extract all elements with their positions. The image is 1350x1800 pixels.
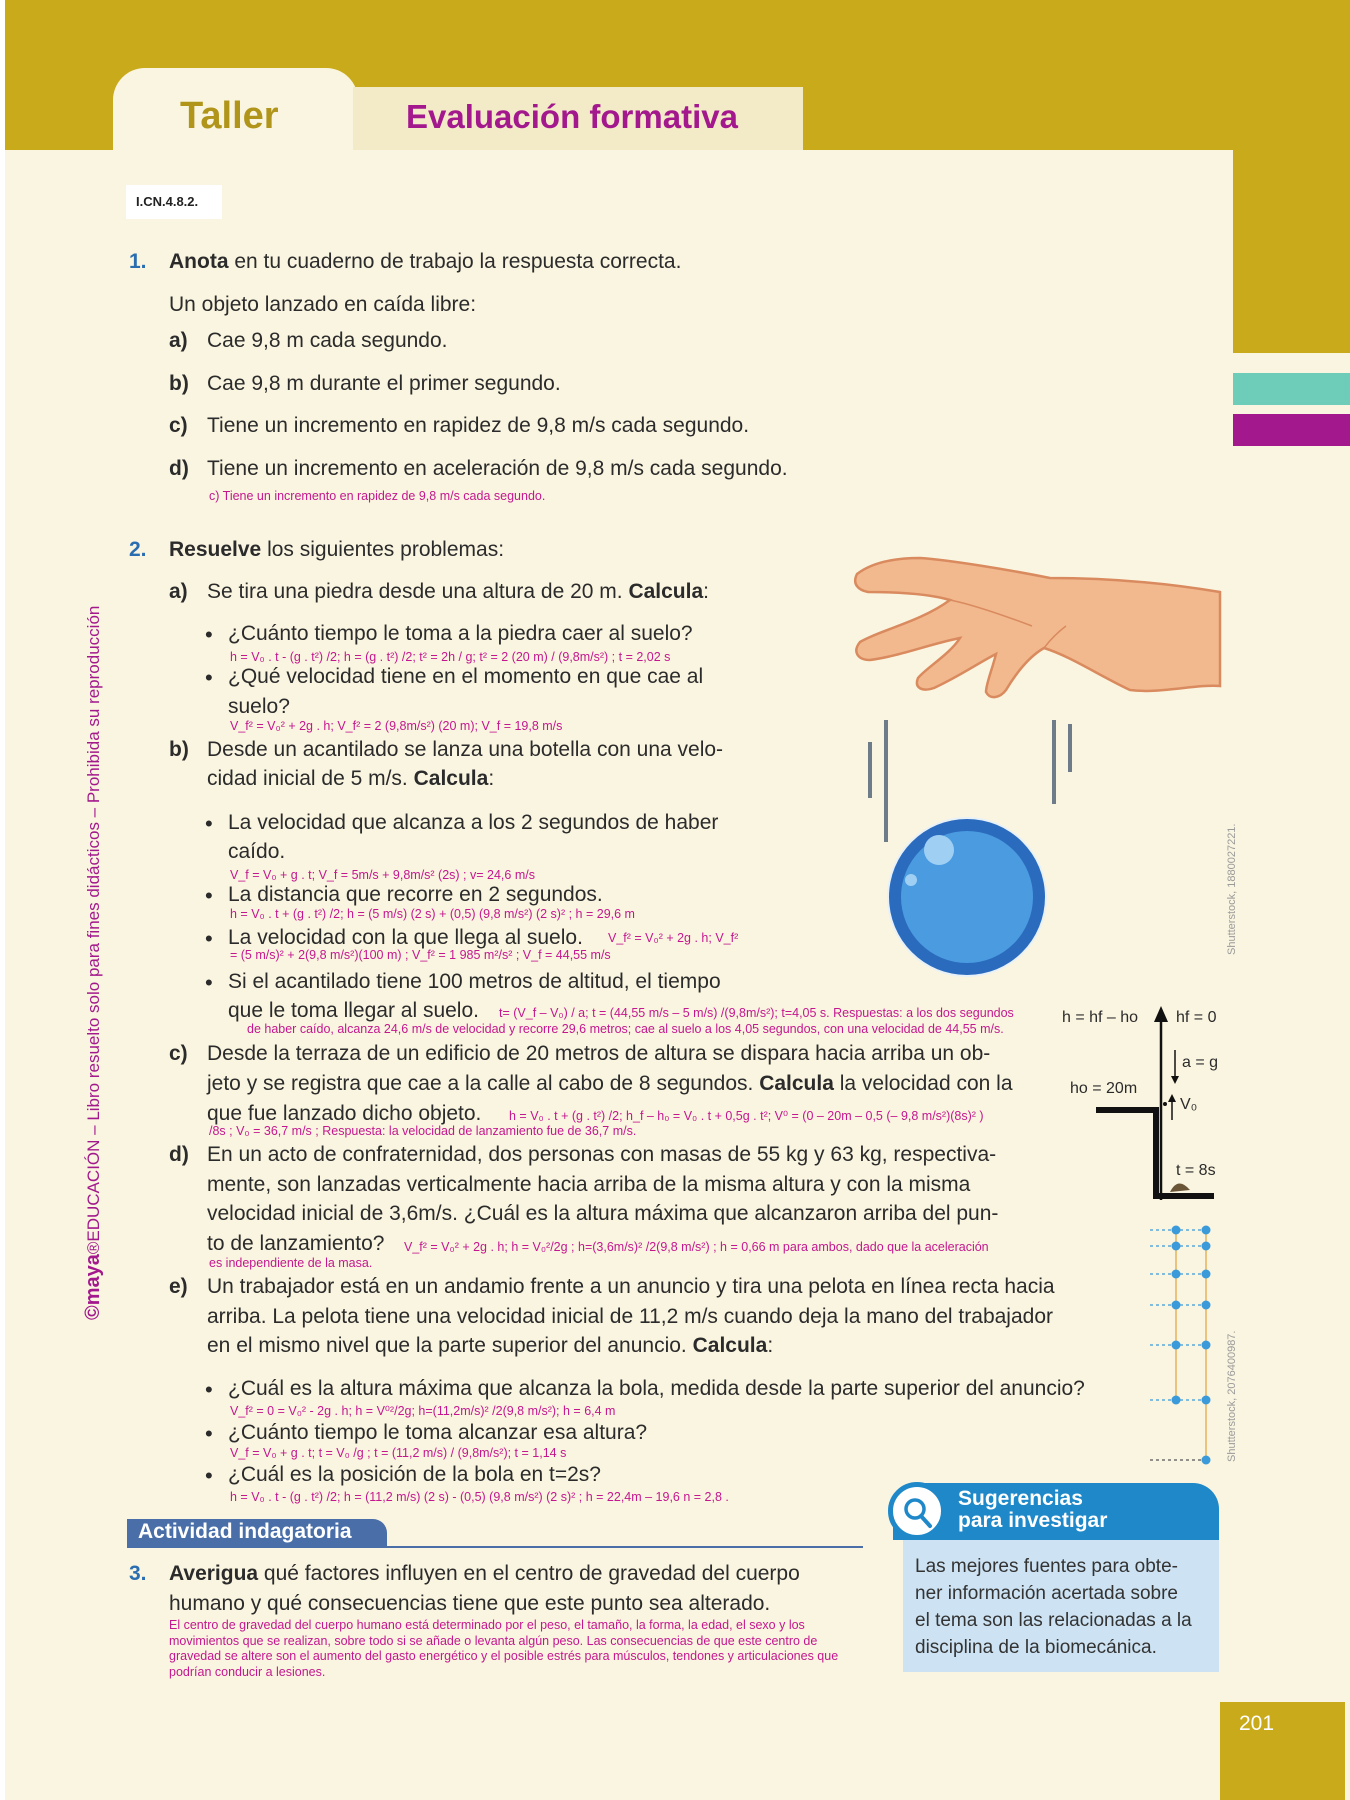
q2c-answer-b: /8s ; V₀ = 36,7 m/s ; Respuesta: la velocidad de lanzamiento fue de 36,7 m/s. (209, 1124, 637, 1138)
q1-verb: Anota (169, 250, 229, 273)
bullet: • (205, 970, 213, 995)
q2e-calcula: Calcula (692, 1334, 768, 1357)
q2b-question-4-line2: que le toma llegar al suelo. (228, 999, 479, 1022)
q2-text: los siguientes problemas: (261, 538, 505, 561)
q1-intro: Un objeto lanzado en caída libre: (169, 293, 477, 316)
indagatoria-rule (127, 1546, 863, 1548)
q2d-answer-b: es independiente de la masa. (209, 1256, 373, 1270)
q1-option-letter: c) (169, 414, 188, 437)
q1-option-letter: b) (169, 372, 189, 395)
indagatoria-title: Actividad indagatoria (138, 1520, 352, 1543)
q3-number: 3. (129, 1562, 147, 1585)
magenta-tab (1233, 414, 1350, 446)
q1-option-text: Tiene un incremento en rapidez de 9,8 m/s cada segundo. (207, 414, 750, 437)
copyright-sidebar (82, 606, 105, 1320)
ground-rock (1170, 1183, 1190, 1192)
hand-illustration (855, 558, 1220, 697)
q2c-statement-end: la velocidad con la (833, 1072, 1013, 1095)
q2-verb: Resuelve (169, 538, 262, 561)
evaluation-title: Evaluación formativa (406, 98, 738, 135)
ball-highlight (924, 835, 954, 865)
diagram-hf: hf = 0 (1176, 1009, 1217, 1026)
diagram-a-equation: a = g (1182, 1054, 1219, 1071)
q2a-text (207, 580, 709, 604)
page-number: 201 (1239, 1712, 1275, 1735)
q2a-answer-1: h = V₀ . t - (g . t²) /2; h = (g . t²) /2; t² = 2h / g; t² = 2 (20 m) / (9,8m/s²) ; t = 2,02 s (230, 650, 671, 664)
q2b-question-3: La velocidad con la que llega al suelo. (228, 926, 583, 949)
q2a-statement: Se tira una piedra desde una altura de 20 m. (207, 580, 629, 603)
q2c-answer-a: h = V₀ . t + (g . t²) /2; h_f – h₀ = V₀ . t + 0,5g . t²; V⁰ = (0 – 20m – 0,5 (– 9,8 m/s²)(8s)² ) (509, 1109, 984, 1123)
copyright-text: ®EDUCACIÓN – Libro resuelto solo para fines didácticos – Prohibida su reproducción (84, 605, 103, 1255)
diagram-h-equation: h = hf – ho (1062, 1009, 1139, 1026)
q2e-line2: arriba. La pelota tiene una velocidad inicial de 11,2 m/s cuando deja la mano del trabajador (207, 1305, 1053, 1328)
q2a-calcula: Calcula (628, 580, 704, 603)
q2e-colon: : (767, 1334, 774, 1357)
diagram-ho: ho = 20m (1070, 1080, 1138, 1097)
q1-option-text: Cae 9,8 m cada segundo. (207, 329, 448, 352)
q2b-answer-2: h = V₀ . t + (g . t²) /2; h = (5 m/s) (2 s) + (0,5) (9,8 m/s²) (2 s)² ; h = 29,6 m (230, 907, 635, 921)
q2e-question-1: ¿Cuál es la altura máxima que alcanza la bola, medida desde la parte superior del anuncio? (228, 1377, 1085, 1400)
q2b-question-2: La distancia que recorre en 2 segundos. (228, 883, 603, 906)
sugerencias-title-2: para investigar (958, 1509, 1108, 1532)
q2e-question-2: ¿Cuánto tiempo le toma alcanzar esa altura? (228, 1421, 648, 1444)
q2b-answer-3b: = (5 m/s)² + 2(9,8 m/s²)(100 m) ; V_f² = 1 985 m²/s² ; V_f = 44,55 m/s (230, 948, 611, 962)
q2a-colon: : (703, 580, 709, 603)
bullet: • (205, 1463, 213, 1488)
q2b-line2 (207, 767, 494, 791)
building (1096, 1110, 1214, 1196)
q3-verb: Averigua (169, 1562, 259, 1585)
q2b-answer-4a: t= (V_f – V₀) / a; t = (44,55 m/s – 5 m/s) /(9,8m/s²); t=4,05 s. Respuestas: a los dos segundos (499, 1006, 1014, 1020)
taller-title: Taller (180, 95, 279, 137)
q2e-line3 (207, 1334, 773, 1358)
hand-ball-illustration (800, 530, 1230, 980)
diagram-v0: V₀ (1180, 1096, 1198, 1113)
q2e-letter: e) (169, 1275, 188, 1298)
q2a-question-2-line2: suelo? (228, 695, 290, 718)
q1-option-text: Cae 9,8 m durante el primer segundo. (207, 372, 561, 395)
bullet: • (205, 665, 213, 690)
q1-option-letter: a) (169, 329, 188, 352)
q1-text: en tu cuaderno de trabajo la respuesta correcta. (228, 250, 682, 273)
brand-name: ©maya (82, 1254, 104, 1320)
q2e-line1: Un trabajador está en un andamio frente a un anuncio y tira una pelota en línea recta hacia (207, 1275, 1055, 1298)
photo-credit-ball: Shutterstock, 2076400987. (1226, 1330, 1238, 1462)
sugerencias-badge (888, 1482, 946, 1540)
q2e-answer-2: V_f = V₀ + g . t; t = V₀ /g ; t = (11,2 m/s) / (9,8m/s²); t = 1,14 s (230, 1446, 567, 1460)
q1-number: 1. (129, 250, 147, 273)
q1-prompt (169, 250, 681, 274)
q2b-statement: cidad inicial de 5 m/s. (207, 767, 414, 790)
q2e-answer-1: V_f² = 0 = V₀² - 2g . h; h = V⁰²/2g; h=(11,2m/s)² /2(9,8 m/s²); h = 6,4 m (230, 1404, 616, 1418)
q2b-question-1-line1: La velocidad que alcanza a los 2 segundos de haber (228, 811, 719, 834)
teal-tab (1233, 373, 1350, 405)
q2a-letter: a) (169, 580, 188, 603)
q2d-line1: En un acto de confraternidad, dos personas con masas de 55 kg y 63 kg, respectiva- (207, 1143, 997, 1166)
q2a-question-2-line1: ¿Qué velocidad tiene en el momento en que cae al (228, 665, 704, 688)
bullet: • (205, 926, 213, 951)
ball-positions (1172, 1226, 1211, 1465)
q2b-question-1-line2: caído. (228, 840, 286, 863)
q2b-calcula: Calcula (413, 767, 489, 790)
diagram-t: t = 8s (1176, 1162, 1216, 1179)
magnifier-icon (902, 1496, 934, 1528)
q2b-line1: Desde un acantilado se lanza una botella con una velo- (207, 738, 724, 761)
q2d-answer-a: V_f² = V₀² + 2g . h; h = V₀²/2g ; h=(3,6m/s)² /2(9,8 m/s²) ; h = 0,66 m para ambos, dado que la aceleración (404, 1240, 989, 1254)
sugerencias-line: ner información acertada sobre (915, 1583, 1178, 1604)
q3-text: qué factores influyen en el centro de gravedad del cuerpo (258, 1562, 800, 1585)
q1-option-text: Tiene un incremento en aceleración de 9,8 m/s cada segundo. (207, 457, 788, 480)
q2b-answer-1: V_f = V₀ + g . t; V_f = 5m/s + 9,8m/s² (2s) ; v= 24,6 m/s (230, 868, 535, 882)
q2d-letter: d) (169, 1143, 189, 1166)
curriculum-code: I.CN.4.8.2. (126, 185, 222, 219)
q2c-statement: jeto y se registra que cae a la calle al cabo de 8 segundos. (207, 1072, 760, 1095)
q2b-question-4-line1: Si el acantilado tiene 100 metros de altitud, el tiempo (228, 970, 721, 993)
sugerencias-line: Las mejores fuentes para obte- (915, 1556, 1178, 1577)
q3-line2: humano y qué consecuencias tiene que este punto sea alterado. (169, 1592, 771, 1615)
q2c-line1: Desde la terraza de un edificio de 20 metros de altura se dispara hacia arriba un ob- (207, 1042, 991, 1065)
photo-credit-hand: Shutterstock, 1880027221. (1226, 823, 1238, 955)
q2a-answer-2: V_f² = V₀² + 2g . h; V_f² = 2 (9,8m/s²) (20 m); V_f = 19,8 m/s (230, 719, 563, 733)
q2c-letter: c) (169, 1042, 188, 1065)
q2d-line3: velocidad inicial de 3,6m/s. ¿Cuál es la altura máxima que alcanzaron arriba del pun- (207, 1202, 999, 1225)
sugerencias-line: el tema son las relacionadas a la (915, 1610, 1192, 1631)
q2b-letter: b) (169, 738, 189, 761)
q2-prompt (169, 538, 504, 562)
q2b-answer-4b: de haber caído, alcanza 24,6 m/s de velocidad y recorre 29,6 metros; cae al suelo a los 4,05 segundos, con una velocidad de 44,55 m/s. (247, 1022, 1004, 1036)
sugerencias-title-1: Sugerencias (958, 1487, 1083, 1510)
bullet: • (205, 1377, 213, 1402)
bullet: • (205, 1421, 213, 1446)
sugerencias-line: disciplina de la biomecánica. (915, 1637, 1157, 1658)
q3-line1 (169, 1562, 800, 1586)
q2c-line3: que fue lanzado dicho objeto. (207, 1102, 482, 1125)
bullet: • (205, 883, 213, 908)
q2e-statement: en el mismo nivel que la parte superior del anuncio. (207, 1334, 693, 1357)
q1-answer: c) Tiene un incremento en rapidez de 9,8 m/s cada segundo. (209, 489, 546, 503)
q2b-colon: : (488, 767, 495, 790)
q2d-line4: to de lanzamiento? (207, 1232, 385, 1255)
q2-number: 2. (129, 538, 147, 561)
q2d-line2: mente, son lanzadas verticalmente hacia arriba de la misma altura y con la misma (207, 1173, 971, 1196)
q1-option-letter: d) (169, 457, 189, 480)
q2e-question-3: ¿Cuál es la posición de la bola en t=2s? (228, 1463, 601, 1486)
up-arrow (1154, 1006, 1168, 1022)
side-band (1233, 0, 1350, 353)
bullet: • (205, 622, 213, 647)
q2e-answer-3: h = V₀ . t - (g . t²) /2; h = (11,2 m/s) (2 s) - (0,5) (9,8 m/s²) (2 s)² ; h = 22,4m – 19,6 n = 2,8 . (230, 1490, 729, 1504)
q2c-calcula: Calcula (759, 1072, 834, 1095)
q2b-answer-3a: V_f² = V₀² + 2g . h; V_f² (608, 931, 739, 945)
q3-answer: El centro de gravedad del cuerpo humano está determinado por el peso, el tamaño, la forma, la edad, el sexo y los movimientos que se realizan, sobre todo si se añade o levanta algún peso. Las consecuencias de que este centro de gravedad se altere son el aumento del gasto energético y el posible estrés para músculos, tendones y articulaciones que podrían conducir a lesiones. (169, 1618, 839, 1679)
bullet: • (205, 811, 213, 836)
q2a-question-1: ¿Cuánto tiempo le toma a la piedra caer al suelo? (228, 622, 693, 645)
q2c-line2 (207, 1072, 1013, 1096)
